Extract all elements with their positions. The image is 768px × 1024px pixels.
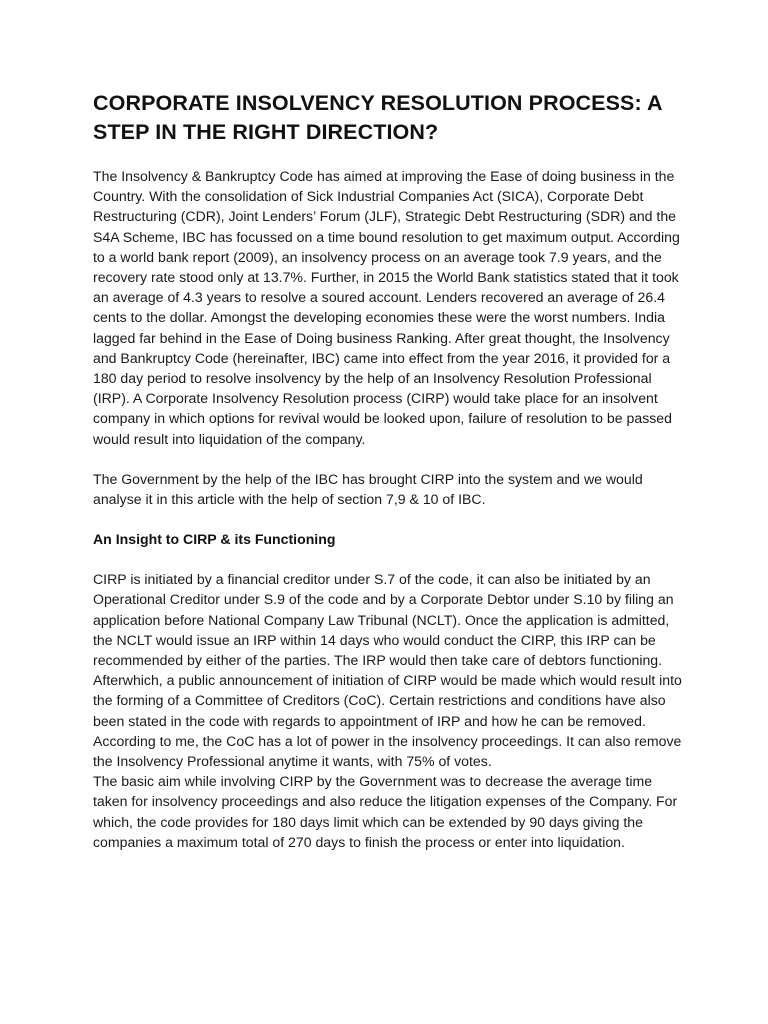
cirp-aim-paragraph: The basic aim while involving CIRP by the Government was to decrease the average time taken for insolvency proceedings and also reduce the litigation expenses of the Company. For which, the code provides for 180 days limit which can be extended by 90 days giving the companies a maximum total of 270 days to finish the process or enter into liquidation. bbox=[93, 773, 678, 850]
document-body bbox=[93, 89, 683, 852]
section-heading: An Insight to CIRP & its Functioning bbox=[93, 531, 336, 548]
cirp-initiation-paragraph: CIRP is initiated by a financial creditor under S.7 of the code, it can also be initiated by an Operational Creditor under S.9 of the code and by a Corporate Debtor under S.10 by filing an application before National Company Law Tribunal (NCLT). Once the application is admitted, the NCLT would issue an IRP within 14 days who would conduct the CIRP, this IRP can be recommended by either of the parties. The IRP would then take care of debtors functioning. Afterwhich, a public announcement of initiation of CIRP would be made which would result into the forming of a Committee of Creditors (CoC). Certain restrictions and conditions have also been stated in the code with regards to appointment of IRP and how he can be removed. According to me, the CoC has a lot of power in the insolvency proceedings. It can also remove the Insolvency Professional anytime it wants, with 75% of votes. bbox=[93, 571, 682, 770]
intro-paragraph: The Insolvency & Bankruptcy Code has aimed at improving the Ease of doing business in the Country. With the consolidation of Sick Industrial Companies Act (SICA), Corporate Debt Restructuring (CDR), Joint Lenders’ Forum (JLF), Strategic Debt Restructuring (SDR) and the S4A Scheme, IBC has focussed on a time bound resolution to get maximum output. According to a world bank report (2009), an insolvency process on an average took 7.9 years, and the recovery rate stood only at 13.7%. Further, in 2015 the World Bank statistics stated that it took an average of 4.3 years to resolve a soured account. Lenders recovered an average of 26.4 cents to the dollar. Amongst the developing economies these were the worst numbers. India lagged far behind in the Ease of Doing business Ranking. After great thought, the Insolvency and Bankruptcy Code (hereinafter, IBC) came into effect from the year 2016, it provided for a 180 day period to resolve insolvency by the help of an Insolvency Resolution Professional (IRP). A Corporate Insolvency Resolution process (CIRP) would take place for an insolvent company in which options for revival would be looked upon, failure of resolution to be passed would result into liquidation of the company. bbox=[93, 168, 680, 447]
analysis-paragraph: The Government by the help of the IBC has brought CIRP into the system and we would analyse it in this article with the help of section 7,9 & 10 of IBC. bbox=[93, 470, 643, 508]
document-title: CORPORATE INSOLVENCY RESOLUTION PROCESS: A STEP IN THE RIGHT DIRECTION? bbox=[93, 91, 662, 144]
